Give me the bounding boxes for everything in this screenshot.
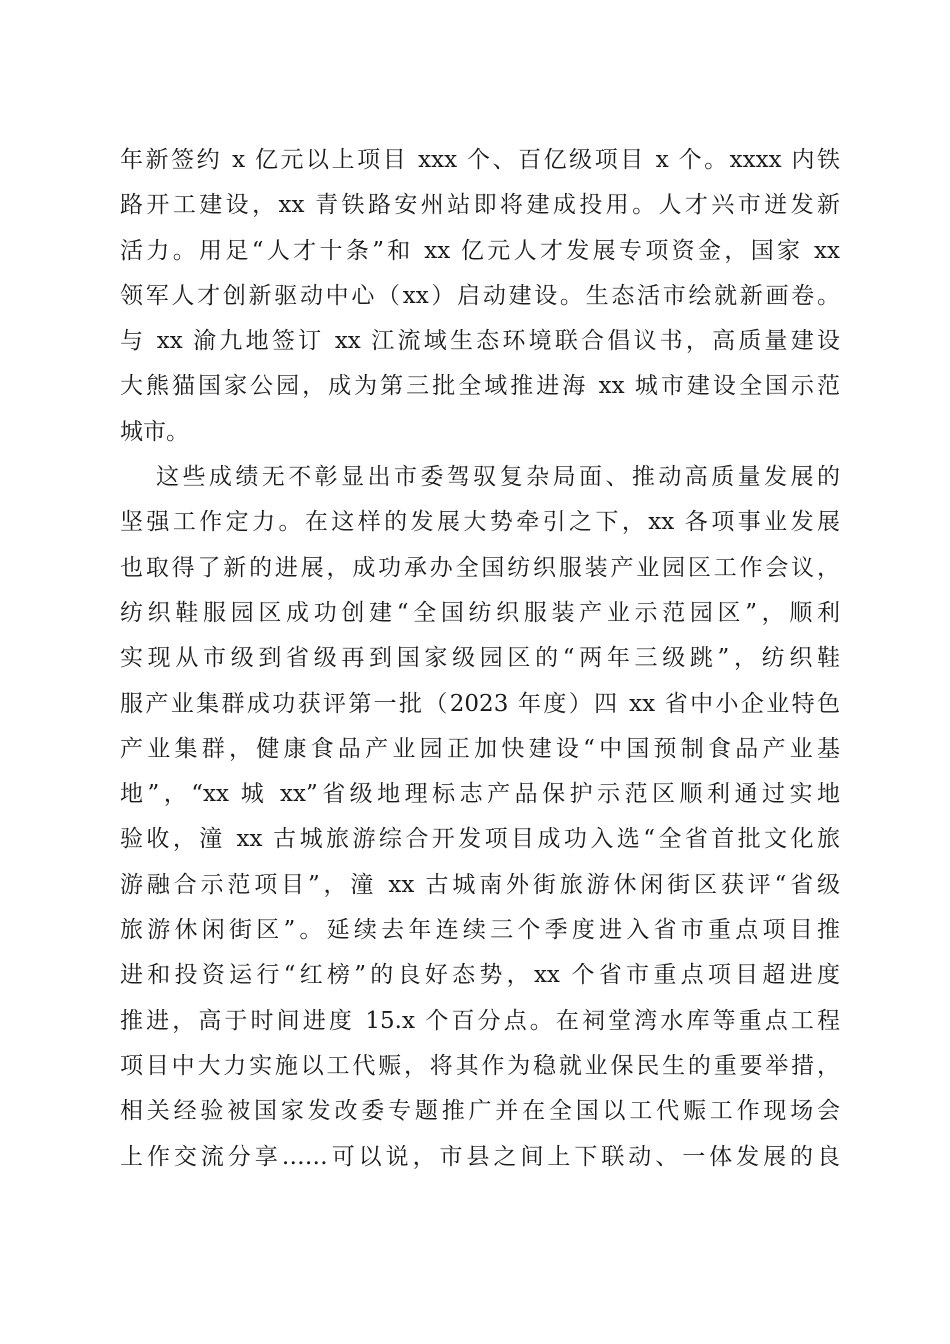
text-line: 地”，“xx 城 xx”省级地理标志产品保护示范区顺利通过实地 [120,781,840,808]
paragraph-2 [120,455,840,1180]
text-line: 实现从市级到省级再到国家级园区的“两年三级跳”，纺织鞋 [120,645,840,672]
text-line: 这些成绩无不彰显出市委驾驭复杂局面、推动高质量发展的 [156,464,840,491]
text-line: 与 xx 渝九地签订 xx 江流域生态环境联合倡议书，高质量建设 [120,328,840,355]
text-line: 坚强工作定力。在这样的发展大势牵引之下，xx 各项事业发展 [120,509,840,536]
text-line: 产业集群，健康食品产业园正加快建设“中国预制食品产业基 [120,735,840,762]
text-line: 路开工建设，xx 青铁路安州站即将建成投用。人才兴市迸发新 [120,192,840,219]
text-line: 纺织鞋服园区成功创建“全国纺织服装产业示范园区”，顺利 [120,599,840,626]
text-line: 活力。用足“人才十条”和 xx 亿元人才发展专项资金，国家 xx [120,237,840,264]
text-line: 项目中大力实施以工代赈，将其作为稳就业保民生的重要举措， [120,1052,840,1079]
text-line: 领军人才创新驱动中心（xx）启动建设。生态活市绘就新画卷。 [120,282,840,309]
paragraph-1 [120,138,840,455]
text-line: 上作交流分享……可以说，市县之间上下联动、一体发展的良 [120,1143,840,1170]
text-line: 大熊猫国家公园，成为第三批全域推进海 xx 城市建设全国示范 [120,373,840,400]
text-line: 推进，高于时间进度 15.x 个百分点。在祠堂湾水库等重点工程 [120,1007,840,1034]
text-line: 城市。 [120,418,189,445]
text-line: 也取得了新的进展，成功承办全国纺织服装产业园区工作会议， [120,554,840,581]
body-text [120,138,840,1180]
text-line: 年新签约 x 亿元以上项目 xxx 个、百亿级项目 x 个。xxxx 内铁 [120,147,840,173]
text-line: 服产业集群成功获评第一批（2023 年度）四 xx 省中小企业特色 [120,690,840,717]
text-line: 游融合示范项目”，潼 xx 古城南外街旅游休闲街区获评“省级 [120,871,840,898]
text-line: 相关经验被国家发改委专题推广并在全国以工代赈工作现场会 [120,1098,840,1125]
text-line: 旅游休闲街区”。延续去年连续三个季度进入省市重点项目推 [120,917,840,944]
text-line: 进和投资运行“红榜”的良好态势，xx 个省市重点项目超进度 [120,962,840,989]
text-line: 验收，潼 xx 古城旅游综合开发项目成功入选“全省首批文化旅 [120,826,840,853]
